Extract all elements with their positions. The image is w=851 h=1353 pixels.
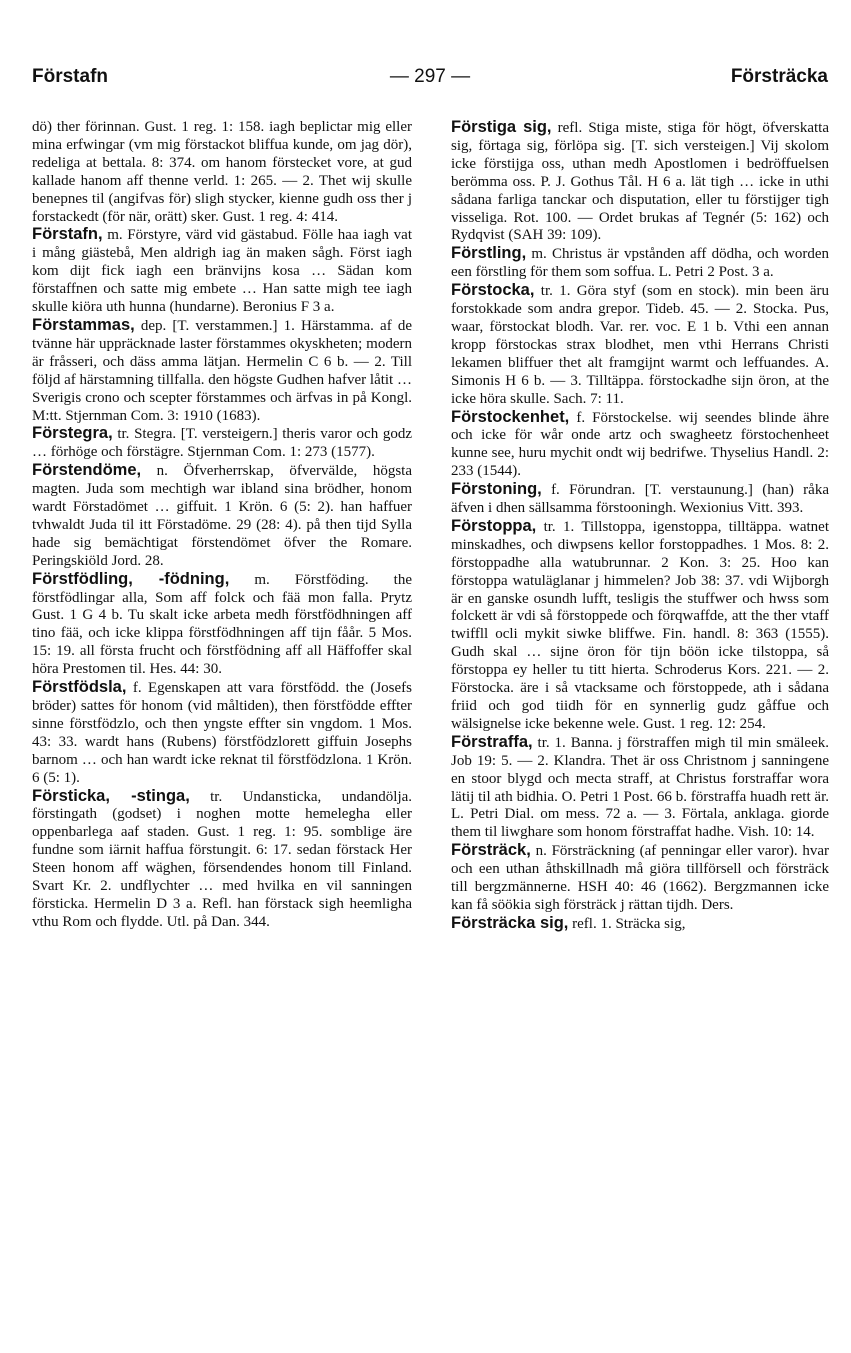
entry-headword: Förstfödling, -födning, [32,569,230,588]
entry-text: f. Förundran. [T. verstaunung.] (han) råka äfven i dhen sällsamma förstooningh. Wexionius Vitt. 393. [451,482,829,517]
entry-text: tr. Undansticka, undandölja. förstingath (godset) i noghen motte hemelegha eller oppenbarlega aaf staden. Gust. 1 reg. 1: 95. somblige äre fundne som iärnit haffua förstungit. 6: 17. sedan förstack Her Steen honom aff wäghen, försendendes honom till Finland. Svart Kr. 2. undflychter … med hvilka en vil sanningen försticka. Hermelin D 3 a. Refl. han förstack sigh heemligha vthu Rom och flydde. Utl. på Dan. 344. [32,788,413,930]
entry-text: n. Öfverherrskap, öfvervälde, högsta magten. Juda som mechtigh war ibland sina brödher, honom wardt Förstadömet … giffuit. 1 Krön. 6 (5: 2). han haffuer tvhwaldt Juda til itt Förstadöme. 29 (28: 4). på then tijd Sylla hade sig bemächtigat förstendömet öfver the Romare. Peringskiöld Jord. 28. [32,463,413,569]
dictionary-entry [451,119,829,245]
entry-headword: Förstammas, [32,315,135,334]
entry-headword: Förstfödsla, [32,678,127,697]
entry-text: tr. 1. Tillstoppa, igenstoppa, tilltäppa. watnet minskadhes, och diwpsens kellor forstoppadhes. 1 Mos. 8: 2. förstoppadhe alla watubrunnar. 2 Kon. 3: 25. Hoo kan förstoppa watuläglanar j himmelen? Job 38: 37. vdi Wijborgh är en ganske osundh lufft, tesligis the stuffwer och hwss som folckett är vdi så förstoppede och förqwaffde, att the ther vtaff twiffll ocli mykit siwke bliffwe. Fin. handl. 8: 363 (1555). Gudh skal … sijne öron för tijn böön icke tilstoppa, så förstoppa ey heller tu titt hierta. Schroderus Kors. 221. — 2. Förstocka. äre i så vtacksame och förstoppede, ath i sådana friid och god tiidh för en synnerlig gudz gåffue och wälsignelse icke bekenne wele. Gust. 1 reg. 12: 254. [451,518,829,732]
dictionary-entry [32,226,412,317]
entry-text: dö) ther förinnan. Gust. 1 reg. 1: 158. iagh beplictar mig eller mina erfwingar (vm mig förstackot bliffua kunde, om jag dör), redeliga at bettala. 8: 374. om hanom förstecket vore, at gud kallade hanom aff thenne verld. 1: 265. — 2. Thet wij skulle benepnes til (angifvas för) sligh stycker, kienne gudh oss ther j forstackedt (för när, orätt) sker. Gust. 1 reg. 4: 414. [32,119,412,225]
entry-continuation [32,119,412,226]
entry-text: m. Förstföding. the förstfödlingar alla, Som aff folck och fää mon falla. Prytz Gust. 1 G 4 b. Tu skalt icke arbeta medh förstfödhningen aff tino fää, och icke klippa förstfödhningen aff tijn fåår. 5 Mos. 15: 19. all första frucht och förstfödning aff all Häffoffer skal höra Prestomen til. Hes. 44: 30. [32,571,413,678]
entry-headword: Förstoning, [451,480,542,499]
entry-headword: Förstafn, [32,225,103,244]
entry-headword: Förstendöme, [32,461,142,480]
entry-text: refl. Stiga miste, stiga för högt, öfverskatta sig, förtaga sig, förlöpa sig. [T. sich versteigen.] Vij skolom icke förstijga oss, uthan medh Apostlomen i bedröffuelsen berömma oss. P. J. Gothus Tål. H 6 a. lät tigh … icke in uthi sådana farliga tanckar och disputation, eller tu förstijger tigh visseliga. Rot. 100. — Ordet brukas af Tegnér (5: 162) och Rydqvist (SAH 39: 109). [451,120,829,244]
entry-headword: Förstockenhet, [451,407,570,426]
dictionary-entry [451,245,829,282]
entry-headword: Försträck, [451,841,531,860]
dictionary-entry [32,425,412,462]
entry-text: n. Försträckning (af penningar eller varor). hvar och een uthan åthskillnadh må giöra tillförsell och försträck till bergzmännerne. HSH 40: 46 (1662). Bergzmannen icke kan få söökia sigh försträck j rättan tijdh. Ders. [451,843,830,913]
dictionary-entry [32,679,412,787]
entry-headword: Förstraffa, [451,732,533,751]
dictionary-entry [32,788,412,932]
entry-text: f. Egenskapen att vara förstfödd. the (Josefs bröder) sattes för honom (vid måltiden), then förstfödde effter sinne förstfödzlo, och then yngste effter sin vngdom. 1 Mos. 43: 33. wardt hans (Rubens) förstfödzlorett giffuin Josephs barnom … och han wardt icke reknat til förstfödzlona. 1 Krön. 6 (5: 1). [32,680,413,786]
left-column [32,119,412,932]
entry-text: tr. 1. Banna. j förstraffen migh til min smäleek. Job 19: 5. — 2. Klandra. Thet är oss Christnom j sanningene en stoor blygd och mecta straff, at Christus forstraffar wora lätij til ath bidhia. O. Petri 1 Post. 66 b. förstraffa huadh rett är. L. Petri Dial. om mess. 72 a. — 3. Förtala, anklaga. giorde them til liwghare som honom förstraffat hadhe. Vish. 10: 14. [451,734,830,841]
right-running-headword: Försträcka [730,66,828,87]
page-header [32,66,828,96]
left-running-headword: Förstafn [32,66,108,87]
entry-headword: Förstegra, [32,424,113,443]
dictionary-entry [451,409,829,482]
entry-headword: Försträcka sig, [451,913,569,932]
entry-text: dep. [T. verstammen.] 1. Härstamma. af de tvänne här uppräcknade laster förstammes okyskheten; modern är fråsseri, och däss amma lätjan. Hermelin C 6 b. — 2. Till följd af härstamning tillfalla. den högste Gudhen hafver låtit … Sverigis crono och scepter förstammes och ärfvas in på Kongl. M:tt. Stjernman Com. 3: 1910 (1683). [32,317,412,424]
entry-text: m. Förstyre, värd vid gästabud. Fölle haa iagh vat i mång giästebå, Men aldrigh iag än maken sågh. Först iagh kom dijt fick iagh een bränvijns kosa … Sädan kom förstaffnen och satte mig embete … Han satte migh tee iagh skulle kiöra uth hunna (hundarne). Beronius F 3 a. [32,227,413,316]
dictionary-entry [451,842,829,915]
entry-text: m. Christus är vpstånden aff dödha, och worden een förstling för them som soffua. L. Petri 2 Post. 3 a. [451,246,829,281]
dictionary-entry [32,571,412,679]
dictionary-entry [451,481,829,518]
entry-text: refl. 1. Sträcka sig, [572,915,686,932]
right-column [451,119,829,934]
entry-headword: Förstocka, [451,281,535,300]
dictionary-entry [32,317,412,425]
dictionary-entry [32,462,412,570]
page-number: — 297 — [389,66,471,87]
entry-text: tr. 1. Göra styf (som en stock). min been äru forstokkade som andra grepor. Tideb. 45. — 2. Stocka. Pus, waar, förstockat blodh. Var. rer. voc. E 1 b. Vthi een annan kropp förstockas strax blodhet, men vthi Herrans Christi lekamen bliffuer thet alt framgijnt warmt och leffuandes. A. Simonis H 6 b. — 3. Tilltäppa. förstockadhe sijn öron, at the icke höra skulle. Sach. 7: 11. [451,283,829,407]
entry-headword: Förstling, [451,244,527,263]
entry-headword: Förstoppa, [451,516,537,535]
entry-text: tr. Stegra. [T. versteigern.] theris varor och godz … förhöge och förstägre. Stjernman Com. 1: 273 (1577). [32,426,413,461]
dictionary-entry [451,518,829,734]
entry-headword: Förstiga sig, [451,118,552,136]
dictionary-entry [451,734,829,842]
dictionary-entry [451,282,829,408]
dictionary-entry [451,915,829,934]
entry-headword: Försticka, -stinga, [32,786,190,805]
entry-text: f. Förstockelse. wij seendes blinde ähre och icke för wår onde artz och swagheetz förstochenheet kunne see, huru mychit ondt wij bedrifwe. Thyselius Handl. 2: 233 (1544). [451,409,829,480]
